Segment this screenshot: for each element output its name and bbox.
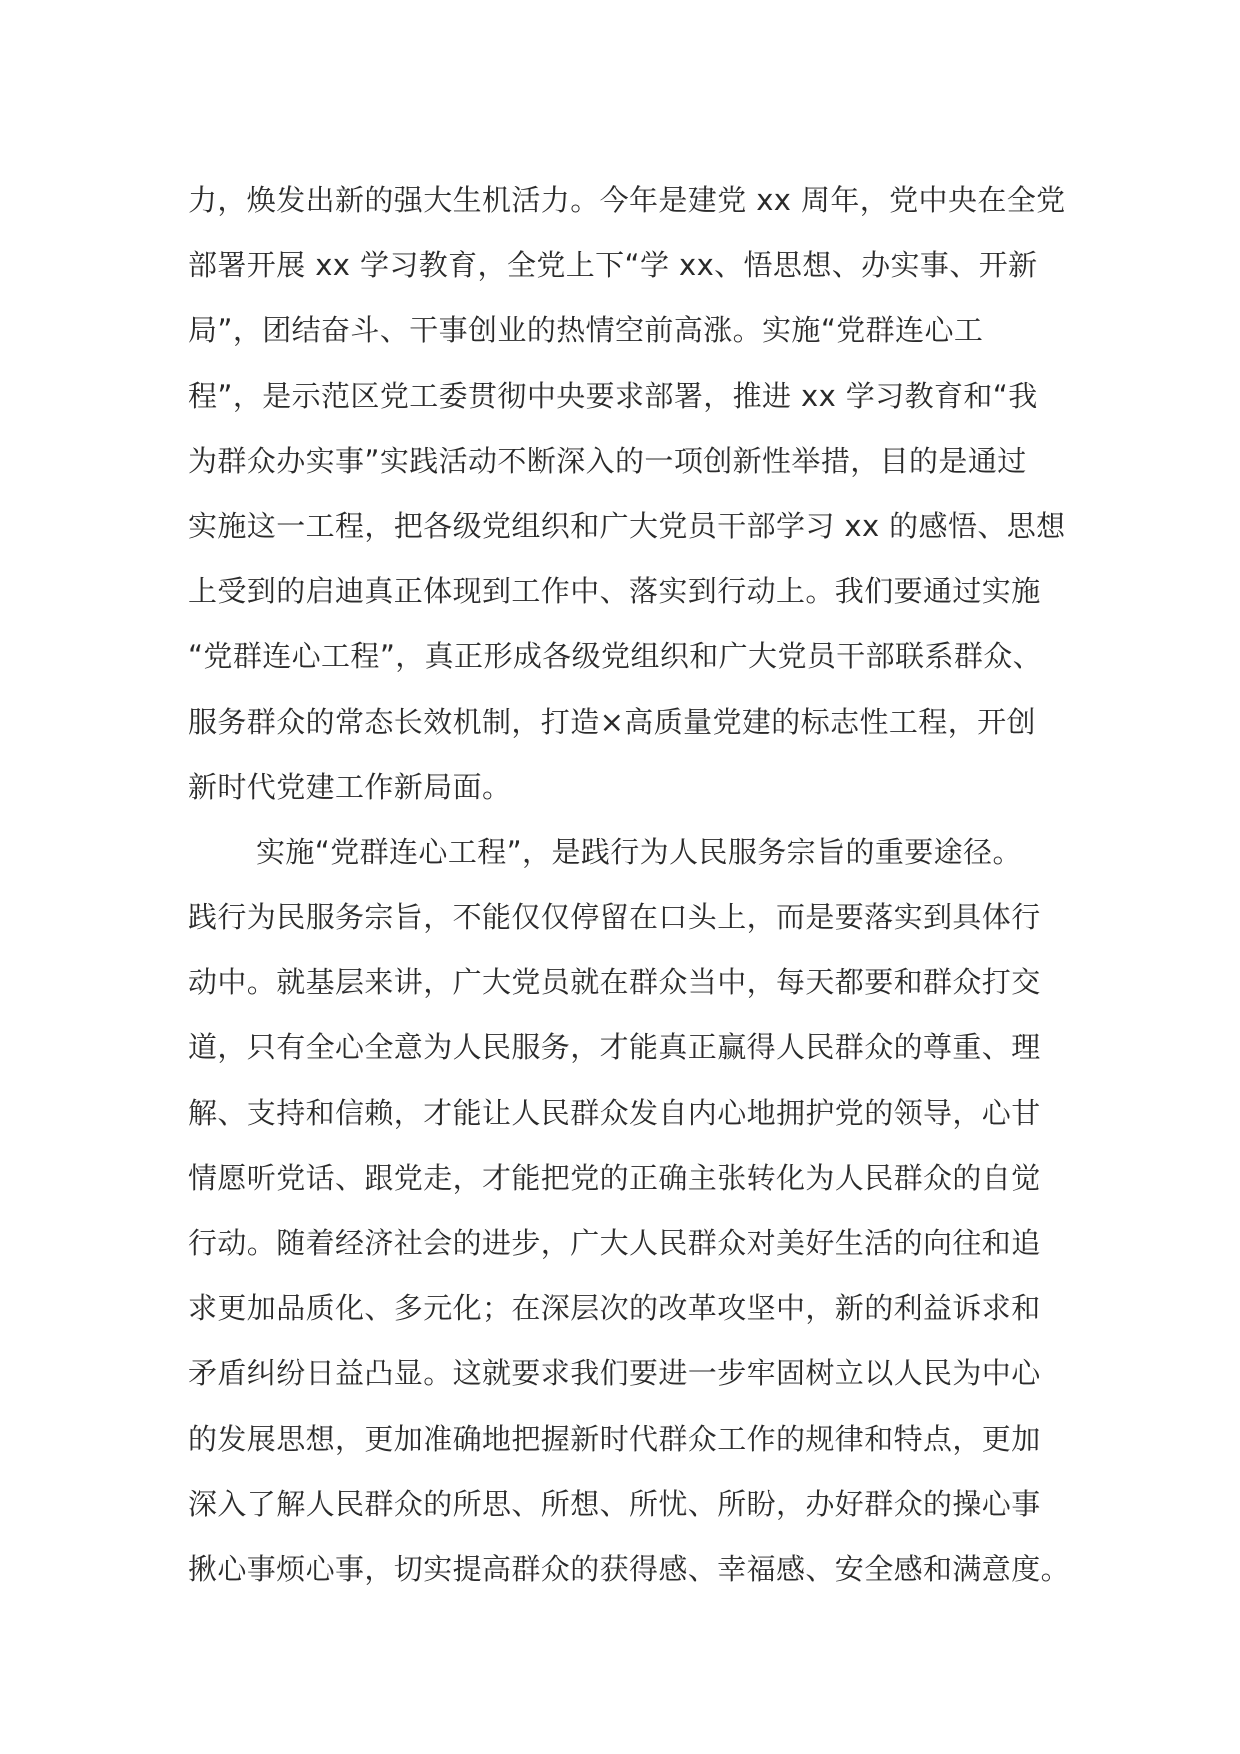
text-line: “党群连心工程”，真正形成各级党组织和广大党员干部联系群众、 [188, 639, 1043, 674]
text-line: 解、支持和信赖，才能让人民群众发自内心地拥护党的领导，心甘 [188, 1095, 1041, 1130]
text-line: 局”，团结奋斗、干事创业的热情空前高涨。实施“党群连心工 [188, 313, 984, 348]
text-line: 实施这一工程，把各级党组织和广大党员干部学习 xx 的感悟、思想 [188, 508, 1066, 543]
text-line: 部署开展 xx 学习教育，全党上下“学 xx、悟思想、办实事、开新 [188, 248, 1038, 283]
text-line: 行动。随着经济社会的进步，广大人民群众对美好生活的向往和追 [188, 1226, 1041, 1260]
text-line: 程”，是示范区党工委贯彻中央要求部署，推进 xx 学习教育和“我 [188, 378, 1038, 413]
text-line: 服务群众的常态长效机制，打造×高质量党建的标志性工程，开创 [188, 704, 1036, 739]
text-line: 揪心事烦心事，切实提高群众的获得感、幸福感、安全感和满意度。 [188, 1551, 1071, 1586]
text-line: 矛盾纠纷日益凸显。这就要求我们要进一步牢固树立以人民为中心 [188, 1356, 1041, 1391]
text-line: 道，只有全心全意为人民服务，才能真正赢得人民群众的尊重、理 [188, 1030, 1041, 1065]
paragraph-start-line: 实施“党群连心工程”，是践行为人民服务宗旨的重要途径。 [256, 834, 1022, 869]
text-line: 情愿听党话、跟党走，才能把党的正确主张转化为人民群众的自觉 [188, 1160, 1041, 1195]
text-line: 深入了解人民群众的所思、所想、所忧、所盼，办好群众的操心事 [188, 1486, 1041, 1521]
body-text [188, 168, 1088, 1602]
text-line: 新时代党建工作新局面。 [188, 769, 512, 804]
text-line: 上受到的启迪真正体现到工作中、落实到行动上。我们要通过实施 [188, 574, 1041, 609]
text-line: 为群众办实事”实践活动不断深入的一项创新性举措，目的是通过 [188, 443, 1027, 478]
text-line: 力，焕发出新的强大生机活力。今年是建党 xx 周年，党中央在全党 [188, 183, 1066, 217]
text-line: 的发展思想，更加准确地把握新时代群众工作的规律和特点，更加 [188, 1421, 1041, 1456]
text-line: 求更加品质化、多元化；在深层次的改革攻坚中，新的利益诉求和 [188, 1291, 1041, 1326]
text-line: 动中。就基层来讲，广大党员就在群众当中，每天都要和群众打交 [188, 965, 1041, 1000]
text-line: 践行为民服务宗旨，不能仅仅停留在口头上，而是要落实到具体行 [188, 900, 1041, 935]
